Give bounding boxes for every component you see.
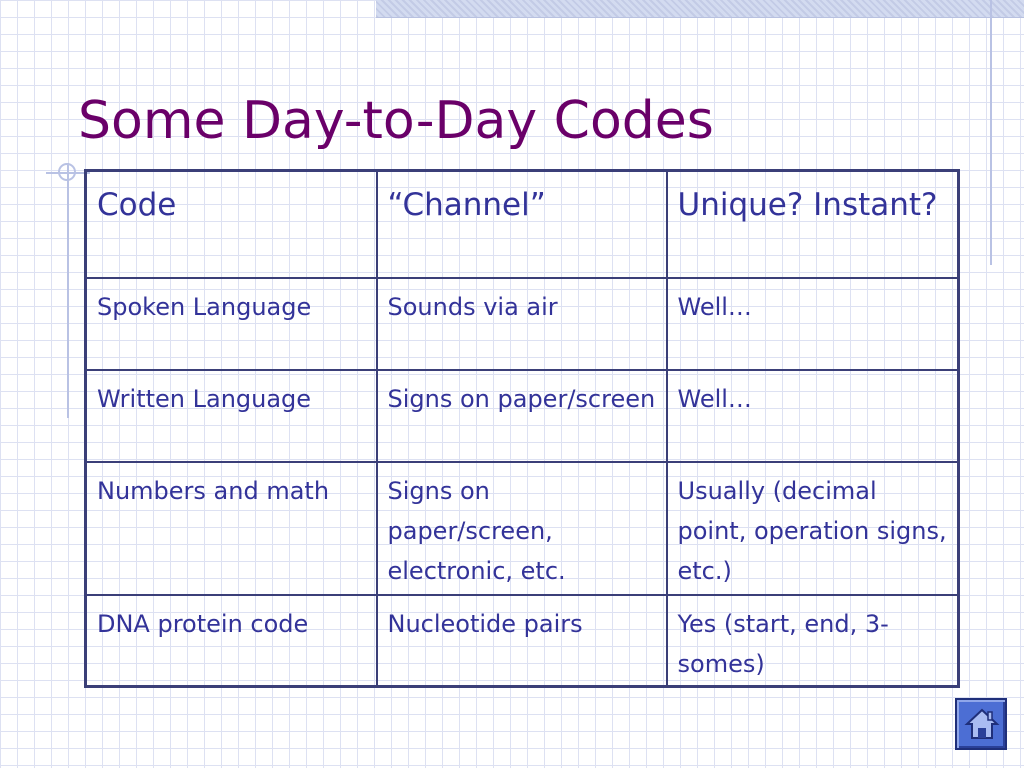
table-header-row (86, 171, 959, 278)
home-button[interactable] (955, 698, 1007, 750)
decorative-right-line (990, 0, 992, 265)
cell-code: DNA protein code (86, 595, 377, 687)
home-icon (964, 706, 1000, 742)
table-row (86, 595, 959, 687)
cell-unique: Yes (start, end, 3-somes) (667, 595, 959, 687)
table-row (86, 462, 959, 595)
decorative-reticle-circle (58, 163, 76, 181)
cell-channel: Signs on paper/screen, electronic, etc. (377, 462, 667, 595)
cell-unique: Well… (667, 278, 959, 370)
cell-unique: Usually (decimal point, operation signs, etc.) (667, 462, 959, 595)
decorative-left-line (67, 163, 69, 418)
cell-channel: Signs on paper/screen (377, 370, 667, 462)
slide-title: Some Day-to-Day Codes (78, 91, 714, 151)
header-channel: “Channel” (377, 171, 667, 278)
cell-code: Written Language (86, 370, 377, 462)
codes-table (84, 169, 960, 688)
cell-unique: Well… (667, 370, 959, 462)
header-code: Code (86, 171, 377, 278)
cell-code: Spoken Language (86, 278, 377, 370)
cell-code: Numbers and math (86, 462, 377, 595)
table-row (86, 278, 959, 370)
cell-channel: Nucleotide pairs (377, 595, 667, 687)
table-row (86, 370, 959, 462)
header-unique-instant: Unique? Instant? (667, 171, 959, 278)
decorative-top-band (376, 0, 1024, 18)
cell-channel: Sounds via air (377, 278, 667, 370)
